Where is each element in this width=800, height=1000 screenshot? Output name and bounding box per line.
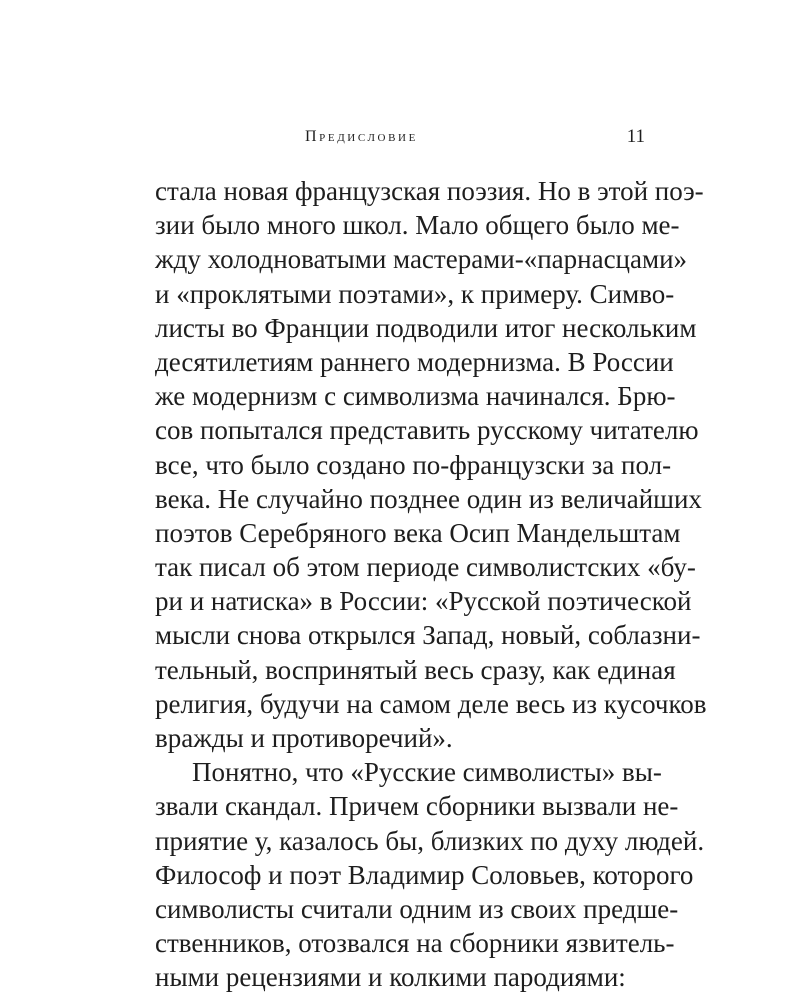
text-line: мысли снова открылся Запад, новый, соблазни-	[155, 620, 701, 651]
text-line: листы во Франции подводили итог нескольким	[155, 312, 697, 343]
text-line: приятие у, казалось бы, близких по духу людей.	[155, 825, 705, 856]
text-line: же модернизм с символизма начинался. Брю-	[155, 381, 676, 412]
text-line: ри и натиска» в России: «Русской поэтической	[155, 586, 692, 617]
text-line: ственников, отозвался на сборники язвитель-	[155, 928, 675, 959]
text-line: символисты считали одним из своих предше-	[155, 893, 679, 924]
text-line: и «проклятыми поэтами», к примеру. Симво-	[155, 278, 675, 309]
paragraph-2	[155, 755, 705, 994]
text-line: тельный, воспринятый весь сразу, как единая	[155, 654, 676, 685]
running-head	[155, 128, 645, 152]
page-number: 11	[626, 126, 645, 147]
text-line: Понятно, что «Русские символисты» вы-	[192, 757, 662, 788]
body-text	[155, 174, 707, 995]
text-line: Философ и поэт Владимир Соловьев, которого	[155, 859, 694, 890]
text-line: жду холодноватыми мастерами-«парнасцами»	[155, 244, 688, 275]
text-line: так писал об этом периоде символистских «бу-	[155, 552, 696, 583]
paragraph-1	[155, 174, 707, 755]
text-line: ными рецензиями и колкими пародиями:	[155, 962, 626, 993]
text-line: все, что было создано по-французски за пол-	[155, 449, 672, 480]
text-line: сов попытался представить русскому читателю	[155, 415, 699, 446]
text-line: зии было много школ. Мало общего было ме-	[155, 210, 680, 241]
text-line: религия, будучи на самом деле весь из кусочков	[155, 688, 707, 719]
text-line: звали скандал. Причем сборники вызвали не-	[155, 791, 679, 822]
text-line: десятилетиям раннего модернизма. В России	[155, 346, 674, 377]
text-line: стала новая французская поэзия. Но в этой поэ-	[155, 176, 704, 206]
running-title: Предисловие	[305, 128, 418, 145]
text-line: поэтов Серебряного века Осип Мандельштам	[155, 517, 681, 548]
text-line: вражды и противоречий».	[155, 723, 453, 753]
text-line: века. Не случайно позднее один из величайших	[155, 483, 702, 514]
